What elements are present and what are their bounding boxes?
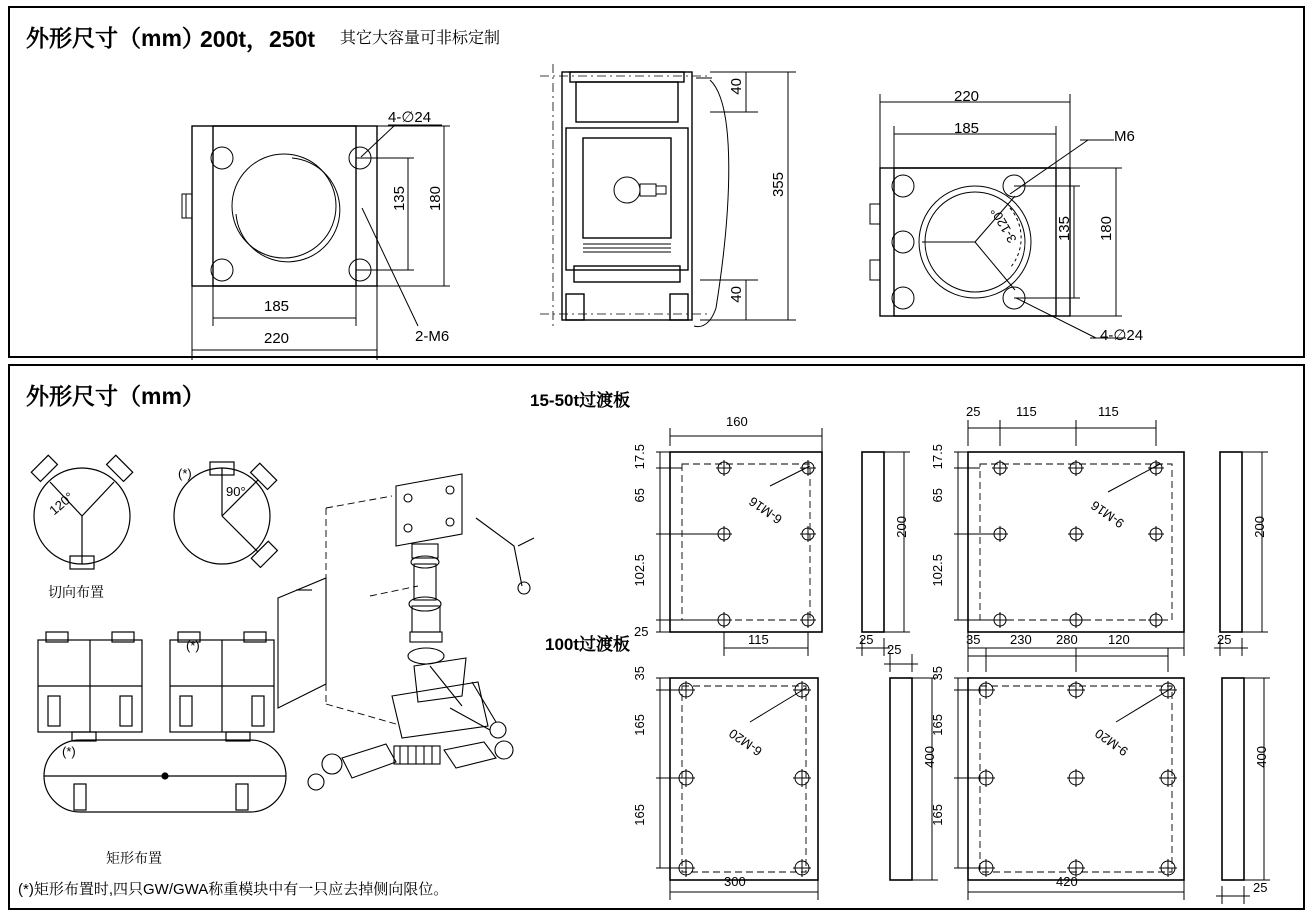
plate1-dim-102-5: 102.5 (632, 554, 647, 587)
plate1-side-25: 25 (859, 632, 874, 647)
plate4-dim-230: 230 (1010, 632, 1032, 647)
label-355: 355 (770, 172, 787, 198)
label-4-phi24-right: 4-∅24 (1100, 327, 1144, 344)
plate2-side-200: 200 (1252, 516, 1267, 538)
label-tangential-arrangement: 切向布置 (48, 584, 104, 600)
panel-top-title: 外形尺寸（mm） (26, 25, 205, 51)
plate3-dim-165-b: 165 (632, 804, 647, 826)
label-m6: M6 (1114, 128, 1135, 145)
panel-outline-dimensions-200t (8, 6, 1305, 358)
plate4-dim-420: 420 (1056, 874, 1078, 889)
section-label-100t: 100t过渡板 (545, 635, 631, 654)
label-rect-arrangement: 矩形布置 (106, 850, 162, 866)
plate3-side-400: 400 (922, 746, 937, 768)
label-40-top: 40 (728, 78, 745, 95)
label-135-left: 135 (391, 186, 408, 212)
label-180-left: 180 (427, 186, 444, 212)
panel-top-models: 200t，250t (200, 26, 316, 52)
plate2-dim-25: 25 (966, 404, 981, 419)
label-star-mark-rect1: (*) (186, 638, 200, 653)
plate4-side-25: 25 (1253, 880, 1268, 895)
label-3-120deg: 3-120° (987, 204, 1020, 246)
label-185-right: 185 (954, 120, 980, 137)
section-label-15-50t: 15-50t过渡板 (530, 391, 631, 410)
panel-top-graphics (10, 8, 1307, 360)
plate3-thread-6-m20: 6-M20 (726, 725, 765, 760)
plate2-dim-280: 280 (1056, 632, 1078, 647)
plate1-dim-160: 160 (726, 414, 748, 429)
plate2-dim-115-b: 115 (1098, 404, 1119, 419)
label-2-m6: 2-M6 (415, 328, 450, 345)
plate1-thread-6-m16: 6-M16 (746, 493, 785, 528)
plate4-side-400: 400 (1254, 746, 1269, 768)
plate2-dim-115-a: 115 (1016, 404, 1037, 419)
footnote: (*)矩形布置时,四只GW/GWA称重模块中有一只应去掉侧向限位。 (18, 881, 449, 898)
panel-top-note: 其它大容量可非标定制 (340, 30, 501, 47)
label-star-mark-circle: (*) (178, 466, 192, 481)
plate1-dim-25: 25 (634, 624, 649, 639)
plate2-dim-102-5: 102.5 (930, 554, 945, 587)
plate2-dim-17-5: 17.5 (930, 444, 945, 470)
plate3-dim-300: 300 (724, 874, 746, 889)
label-220-right: 220 (954, 88, 980, 105)
plate2-dim-65: 65 (930, 488, 945, 503)
plate4-thread-9-m20: 9-M20 (1092, 725, 1131, 760)
plate3-dim-165-a: 165 (632, 714, 647, 736)
label-angle-120: 120° (46, 489, 77, 518)
label-135-right: 135 (1056, 216, 1073, 242)
plate2-side-25: 25 (1217, 632, 1232, 647)
label-220-left: 220 (264, 330, 290, 347)
plate1-dim-17-5: 17.5 (632, 444, 647, 470)
label-40-bottom: 40 (728, 286, 745, 303)
label-star-mark-rect2: (*) (62, 744, 76, 759)
plate4-dim-165-a: 165 (930, 714, 945, 736)
label-185-left: 185 (264, 298, 290, 315)
panel-outline-dimensions-plates (8, 364, 1305, 910)
label-angle-90: 90° (226, 484, 246, 499)
panel-bottom-title: 外形尺寸（mm） (26, 383, 205, 409)
plate1-dim-65: 65 (632, 488, 647, 503)
plate2-thread-9-m16: 9-M16 (1088, 497, 1127, 532)
plate4-dim-120: 120 (1108, 632, 1130, 647)
plate4-dim-35: 35 (930, 666, 945, 681)
plate3-side-25: 25 (887, 642, 902, 657)
label-4-phi24-left: 4-∅24 (388, 109, 432, 126)
plate4-dim-35-top: 35 (966, 632, 981, 647)
plate4-dim-165-b: 165 (930, 804, 945, 826)
label-180-right: 180 (1098, 216, 1115, 242)
plate1-dim-115: 115 (748, 632, 769, 647)
plate1-side-200: 200 (894, 516, 909, 538)
plate3-dim-35: 35 (632, 666, 647, 681)
